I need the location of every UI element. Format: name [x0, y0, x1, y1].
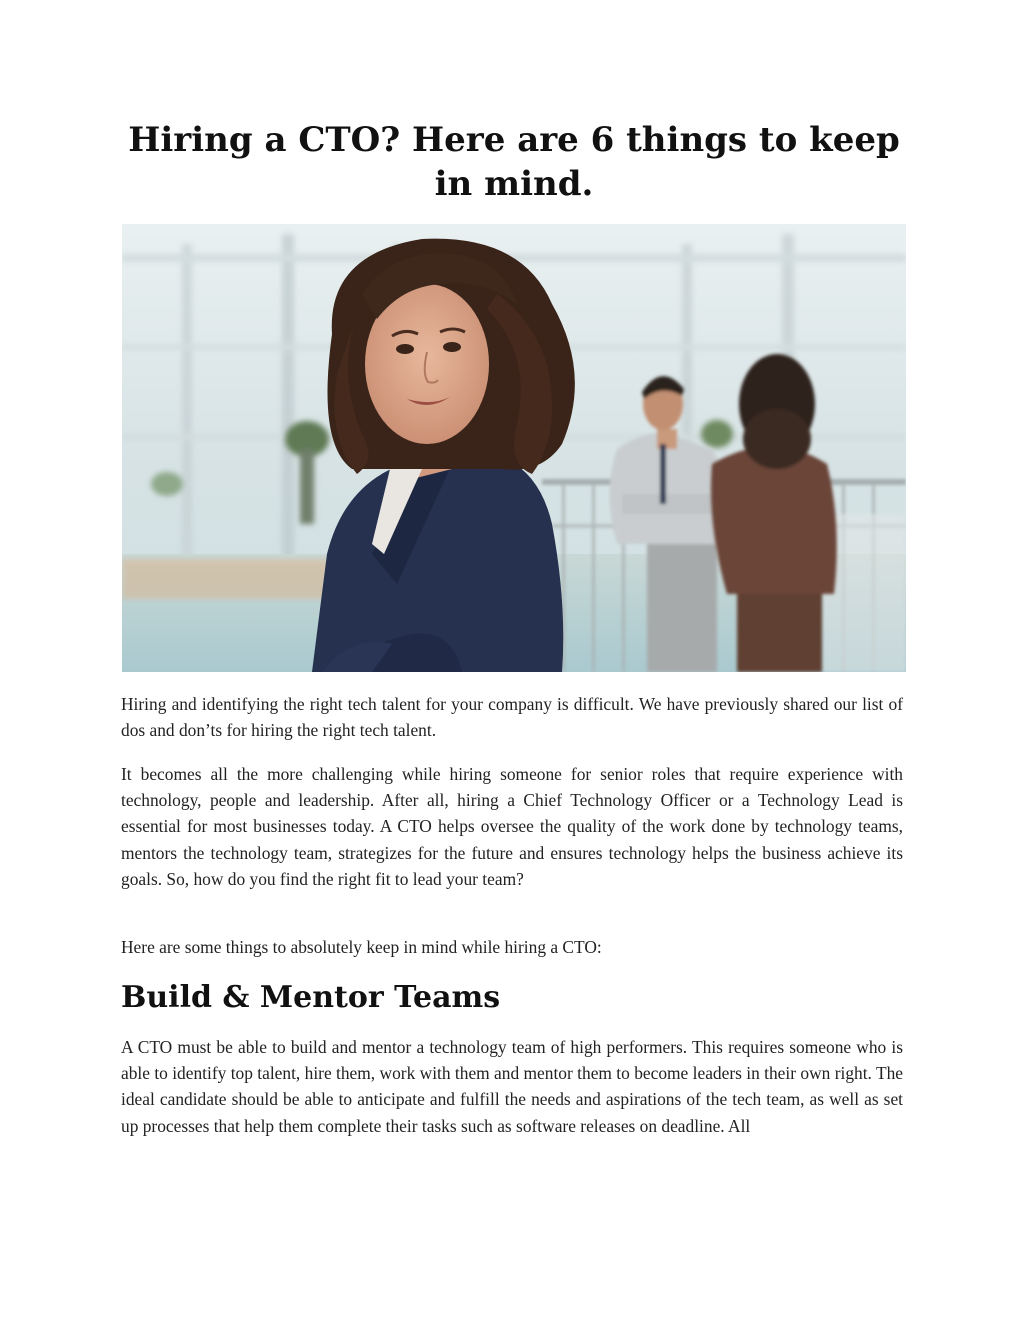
section-paragraph: A CTO must be able to build and mentor a technology team of high performers. This requires someone who is able to identify top talent, hire them, work with them and mentor them to become leaders in their own right. The ideal candidate should be able to anticipate and fulfill the needs and aspirations of the tech team, as well as set up processes that help them complete their tasks such as software releases on deadline. All — [121, 1037, 903, 1136]
lead-in-paragraph: Here are some things to absolutely keep in mind while hiring a CTO: — [121, 937, 602, 957]
hero-photo — [122, 224, 906, 672]
section-heading: Build & Mentor Teams — [121, 980, 501, 1015]
article-title: Hiring a CTO? Here are 6 things to keep in mind. — [128, 120, 900, 204]
intro-paragraph: Hiring and identifying the right tech talent for your company is difficult. We have previously shared our list of dos and don’ts for hiring the right tech talent. — [121, 694, 903, 741]
body-paragraph: It becomes all the more challenging while hiring someone for senior roles that require experience with technology, people and leadership. After all, hiring a Chief Technology Officer or a Technology Lead is essential for most businesses today. A CTO helps oversee the quality of the work done by technology teams, mentors the technology team, strategizes for the future and ensures technology helps the business achieve its goals. So, how do you find the right fit to lead your team? — [121, 764, 903, 889]
